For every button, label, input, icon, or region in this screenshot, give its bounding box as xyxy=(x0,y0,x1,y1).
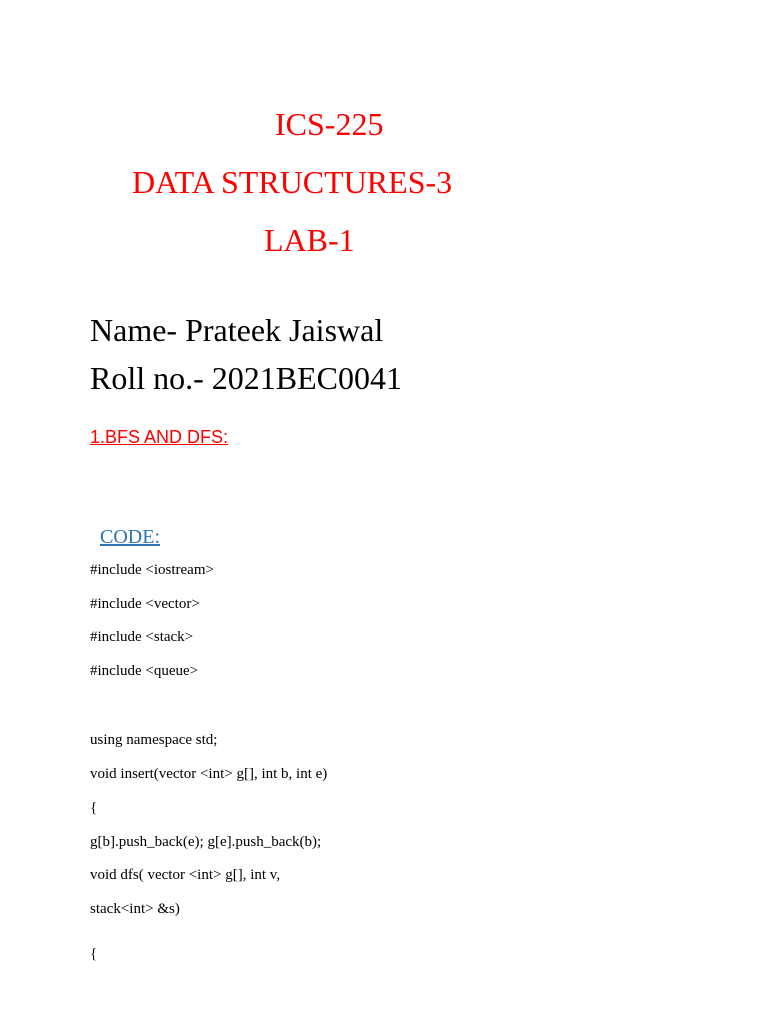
code-line: stack<int> &s) xyxy=(90,901,180,917)
code-line: { xyxy=(90,946,98,962)
section-heading: 1.BFS AND DFS: xyxy=(90,427,229,447)
lab-title: LAB-1 xyxy=(264,222,355,258)
code-label: CODE: xyxy=(100,526,160,548)
course-name-title: DATA STRUCTURES-3 xyxy=(132,164,453,200)
course-code-title: ICS-225 xyxy=(275,106,384,142)
code-line: #include <queue> xyxy=(90,663,199,679)
code-line: void insert(vector <int> g[], int b, int e) xyxy=(90,766,328,782)
code-line: void dfs( vector <int> g[], int v, xyxy=(90,867,281,883)
code-line: #include <stack> xyxy=(90,629,194,645)
code-line: #include <vector> xyxy=(90,596,200,612)
student-roll-number: Roll no.- 2021BEC0041 xyxy=(90,360,403,396)
code-line: { xyxy=(90,800,98,816)
student-name: Name- Prateek Jaiswal xyxy=(90,312,384,348)
code-line: g[b].push_back(e); g[e].push_back(b); xyxy=(90,834,322,850)
code-line: #include <iostream> xyxy=(90,562,214,578)
code-line: using namespace std; xyxy=(90,732,218,748)
